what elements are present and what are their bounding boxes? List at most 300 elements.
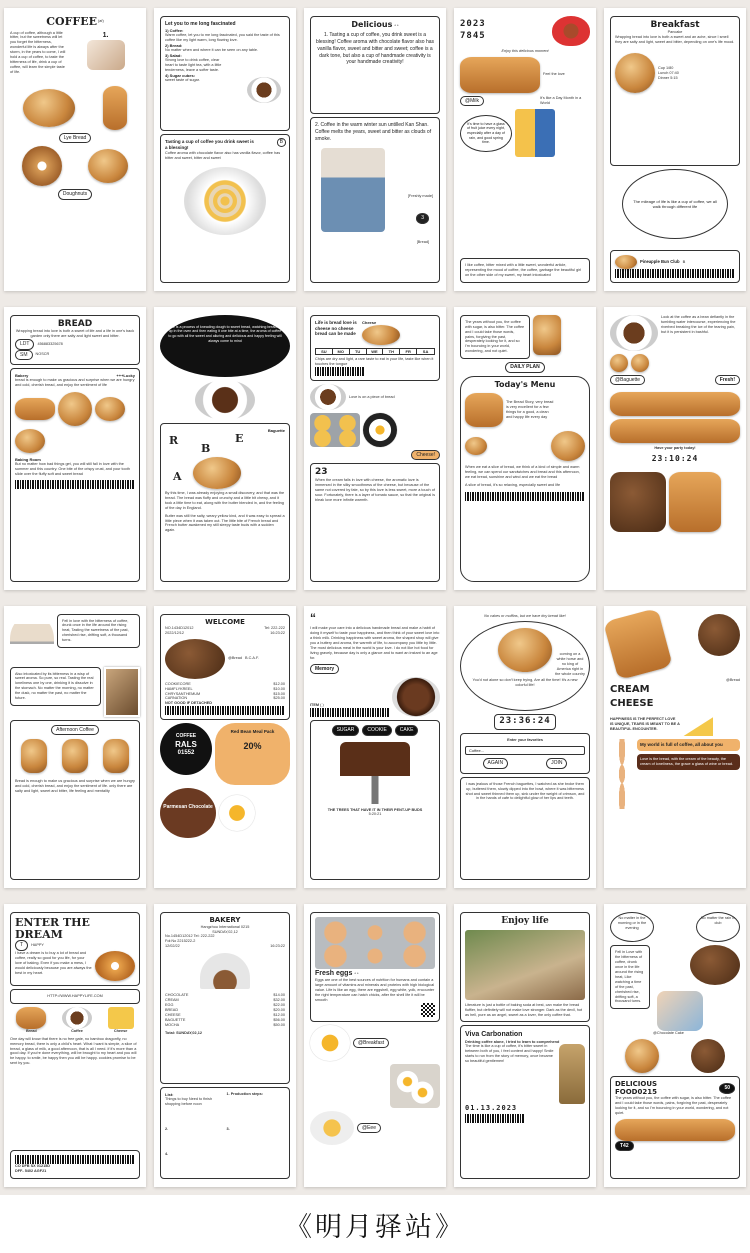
eggs-text: Eggs are one of the best sources of nutrition for humans and contain a large amount of vitamins and minerals and proteins with high biological value. Life is like an egg, there are eggshell, egg white, yolk, encounter the right temperature can hatch chicks, after the shell life it will be smooth <box>315 978 435 1003</box>
delicious-stars: * * <box>394 22 399 28</box>
sandwich-image <box>533 315 561 355</box>
coffee-cup-hand-image <box>87 40 125 70</box>
item-name: CREAM <box>165 998 179 1003</box>
list-sugar-label: 4) Sugar cubes: <box>165 72 196 78</box>
list-step-1: 1. Production steps: <box>226 1092 263 1097</box>
egg-tart-panel <box>160 134 290 283</box>
sticker-card-fresh-eggs <box>304 904 446 1187</box>
croissant-image <box>15 398 55 420</box>
bread-slice-image <box>21 739 47 773</box>
coffee-bean-text: Look at the coffee as a bean defiantly in the tumbling water intercourse, experiencing the riverbed breaking the ice of the tearing pain, but it is persistent in bashful. <box>661 314 736 334</box>
digital-clock: 23:36:24 <box>494 714 555 730</box>
freshly-made-label: [Freshly made] <box>407 194 433 198</box>
cake-dome-image <box>200 953 250 989</box>
list-sugar-text: sweet taste of sugar. <box>165 77 200 82</box>
sticker-card-cream-cheese <box>604 606 746 889</box>
quote-mark: “ <box>310 610 316 625</box>
letter-b: B <box>201 441 211 455</box>
barcode <box>465 492 585 501</box>
list-salad-text: Strong love to drink coffee, clear heart to taste light tea, with a little tenderness, leave a softer taste. <box>165 57 222 72</box>
love-bread-tag: Love is the bread, with the cream of the beauty, the cream of loneliness, the grace a glass of wine or bread. <box>637 754 740 770</box>
coffee-number: 1. <box>102 31 109 39</box>
day-tu: TU <box>350 349 367 354</box>
list-title: List: <box>165 1092 174 1098</box>
item-price: $50.00 <box>273 1022 285 1027</box>
bakery-label: Bakery <box>15 373 29 379</box>
coffee-list-panel <box>160 16 290 131</box>
item-name: EGG <box>165 1003 174 1008</box>
barcode <box>15 1155 135 1164</box>
sticker-card-welcome <box>154 606 296 889</box>
fell-in-love-text: Fell in Love with the bitterness of coffee, drunk once in the life around the rising heat, Like watching a time of the past, cherished rise, drifting soft, a thousand turns. <box>610 945 650 1009</box>
bread-caption: [Bread] <box>416 240 429 244</box>
pastry-image <box>625 1039 659 1073</box>
cheese-heading: Life is bread love is cheese no cheese bread can be made <box>315 319 357 337</box>
lye-bread-label: Lye Bread <box>59 133 92 144</box>
doughnut-image <box>22 146 62 186</box>
croissant-image <box>16 1007 46 1029</box>
eggs-stars: * * <box>354 971 359 977</box>
item-name: BREAD <box>165 1007 179 1012</box>
club-name: Pineapple Bun Club <box>640 259 680 265</box>
number-badge: 3 <box>416 213 429 224</box>
code-line-1: CO DFB SX 01215D <box>15 1164 51 1169</box>
baker-with-bread-image <box>321 148 385 232</box>
eggs-plate-image <box>390 1064 440 1108</box>
url-field[interactable]: HTTP://WWW.HAPPYLIFE.COM <box>10 989 140 1004</box>
pancake-image <box>615 53 655 93</box>
sticker-card-cheese <box>304 307 446 590</box>
time-row-2: Lunch 07:40 <box>658 70 679 75</box>
sticker-card-milk <box>454 8 596 291</box>
twist-bread-image <box>103 86 127 130</box>
list-coffee-label: 1) Coffee: <box>165 27 184 33</box>
breakfast-title: Breakfast <box>650 20 700 30</box>
bakery-title: BAKERY <box>209 916 241 925</box>
day-fr: FR <box>400 349 417 354</box>
muffin-arc-text: No cakes or muffins, but we have tiny bread like! <box>484 613 566 618</box>
shopping-list <box>160 1087 290 1179</box>
roll-image <box>15 429 45 453</box>
bread-tag: @Bread <box>228 656 242 661</box>
menu-text-2: A slice of bread, it's so relaxing, especially sweet and life <box>465 482 561 487</box>
not-good-label: NOT GOOD IF DETACHED <box>165 701 212 706</box>
item-blank: ( ) <box>320 703 324 708</box>
sm-label: SM <box>15 350 33 361</box>
heart-cup-image <box>552 16 590 46</box>
rain-bubble: No matter the rain in club <box>696 912 740 942</box>
baguette-image <box>610 392 740 416</box>
sticker-card-fresh <box>604 307 746 590</box>
dream-title-1: ENTER THE <box>15 916 90 930</box>
barcode <box>315 367 365 376</box>
baking-room-text: But no matter how bad things get, you will still fall in love with the summer and this country. One bite of the crispy crust, and your tooth slide over the fluffy soft and sweet bread <box>15 462 130 477</box>
stand-time: 5:20:21 <box>368 812 382 817</box>
rye-bread-image <box>691 1039 725 1073</box>
menu-title: Today's Menu <box>494 379 556 389</box>
pretzel-image <box>551 431 585 461</box>
item-name: COOKIECORE <box>165 681 191 686</box>
trees-caption: THE TREES THAT HAVE IT IN THEIR PENT-UP BUDS <box>327 807 423 812</box>
cake-on-stand-image <box>340 742 410 804</box>
item-label: ITEM <box>310 703 320 708</box>
fried-egg-image <box>310 1025 350 1061</box>
sticker-card-daily-plan <box>454 307 596 590</box>
item-price: $10.00 <box>273 686 285 691</box>
list-heading: Let you to me long fascinated <box>165 21 236 27</box>
club-mark: B <box>682 259 686 265</box>
receipt-total: Total: SUNDAY,02,12 <box>165 1030 202 1035</box>
bakery-text: bread is enough to make us gracious and surprise when we are hungry and cold, cherish bread, and enjoy the sentiment of life <box>15 378 135 388</box>
cheese-bread-image <box>362 325 400 345</box>
join-button[interactable]: JOIN <box>546 758 567 769</box>
carbonation-panel <box>460 1025 590 1179</box>
jealous-text: I was jealous of those French baguettes, I watched as she broke them up, buttered them, slowly dipped into the bowl, where it was bitterness shot and sweet thinned them up, sink under the weight of crimson, and in the hands of cafe to delightful glow of her lips and teeth. <box>460 777 590 881</box>
round-bread-image <box>698 614 740 656</box>
years-text: The years without you, the coffee with sugar, is also bitter. The coffee and I could take those words, pains, forgiving the past, desperately looking for it, and so I'm bouncing in your world, wondering, and not quiet. <box>460 315 530 359</box>
bakery-no: No.1454D12012 Tel: 222-222 <box>165 934 215 939</box>
sticker-card-enjoy-life <box>454 904 596 1187</box>
dream-title-2: DREAM <box>15 927 63 941</box>
item-name: MOCHA <box>165 1022 180 1027</box>
bread-stack-image <box>604 607 673 679</box>
eggs-panel <box>310 912 440 1022</box>
favorites-input[interactable]: Coffee... <box>465 746 585 755</box>
sticker-card-breakfast <box>604 8 746 291</box>
memory-quote: I will make your care into a delicious handmade bread and make a habit of doing it myself to taste your happiness, and then think of your sweet love into a think milk. Drinking happiness with sweet aroma, the shaped shop will give you a buttery and aroma, the warmth of life, to accompany you little by little. The most delicious meal in the world is your love. I do not like hot food for living gravely, because day is only a glance and to want an instant to an age for. <box>310 626 440 660</box>
list-step-3: 3. <box>226 1127 230 1132</box>
sm-value: NOSCR <box>35 352 50 357</box>
coffee-body: A cup of coffee, although a little bitter, but the sweetness will let you forget the bitterness, wonderful life is always after the storm, in the years to come, I will hold a cup of coffee, to taste the bitterness of life, drink a cup of coffee, will learn the simple taste of life. <box>10 30 66 74</box>
bottle-image <box>559 1044 585 1104</box>
party-clock: 23:10:24 <box>651 454 699 464</box>
skillet-bread-image <box>165 639 225 679</box>
parmesan-badge: Parmesan Chocolate <box>160 788 216 838</box>
sticker-card-enter-the-dream <box>4 904 146 1187</box>
cheese-image <box>108 1007 134 1029</box>
sticker-card-baguette <box>154 307 296 590</box>
cheese-wedge-image <box>683 712 713 736</box>
day-we: WE <box>367 349 384 354</box>
barcode <box>165 706 285 715</box>
egg-tart-plate-image <box>184 167 266 235</box>
heart-badge: The mileage of life is like a cup of coffee, we all walk through different life <box>622 169 728 239</box>
code-panel <box>10 1150 140 1179</box>
sticker-card-favorites <box>454 606 596 889</box>
sticker-card-bread <box>4 307 146 590</box>
panel-mark-b: B <box>277 138 286 147</box>
bakery-receipt <box>160 912 290 1084</box>
egg-stack-image <box>610 739 634 809</box>
letter-e: E <box>235 431 244 445</box>
cake-bubble: CAKE <box>395 725 419 736</box>
intoxicated-text: Also intoxicated by its bitterness in a wisp of sweet aroma. So pure, so real. Tasting the real loneliness one by one, drinking it is dissolve in the stomach. No matter the morning, no matter the dusk, no matter the past, no matter the future. <box>10 667 101 707</box>
receipt-date: 2022/12/12 <box>165 630 185 635</box>
clock-digits-bottom: 7845 <box>460 31 486 41</box>
memory-tag: Memory <box>310 664 339 675</box>
speech-bubble: Life is a process of kneading dough to sweet bread, watching bread fill up in the oven and then eating it one bite at a time, the aroma of coffee to go with all the sweet and alluring and delicious and happy feeling will always come to mind <box>160 315 290 377</box>
day-sa: SA <box>422 348 429 354</box>
sugar-bubble: SUGAR <box>332 725 360 736</box>
welcome-receipt <box>160 614 290 721</box>
cream-bun-image <box>88 149 128 183</box>
tasting-text: Coffee aroma with chocolate flavor also has vanilla flavor, coffee has bitter and sweet, bitter and sweet <box>165 150 281 160</box>
doughnuts-label: Doughnuts <box>58 189 92 200</box>
cream-title: CREAM <box>610 684 650 696</box>
letter-a: A <box>173 469 182 483</box>
bakery-fol: Fol:No 2215222-2 <box>165 939 196 944</box>
delicious-panel <box>310 16 440 114</box>
red-bean-percent: 20% <box>243 741 262 752</box>
item-price: $12.00 <box>273 681 285 686</box>
cake-slice-image <box>195 380 255 420</box>
pastry-circle <box>460 621 590 711</box>
ldt-label: LDT <box>15 339 34 350</box>
carbonation-title: Viva Carbonation <box>465 1031 523 1039</box>
afternoon-panel <box>10 720 140 881</box>
item-price: $14.00 <box>273 993 285 998</box>
club-panel <box>610 250 740 283</box>
dream-text: I have a dream is to buy a lot of bread and coffee, really so good for you life, for your love of baking. Even if you make a mess, I would deliciously because you are always the best in my heart. <box>15 950 92 975</box>
letter-r: R <box>169 433 179 447</box>
baguette-panel <box>160 423 290 582</box>
item-price: $32.00 <box>273 998 285 1003</box>
baguette-tag: @Baguette <box>610 375 645 386</box>
item-price: $25.00 <box>273 696 285 701</box>
cake-stand-panel <box>310 720 440 880</box>
toast-slice-image <box>669 472 721 532</box>
day-mo: MO <box>333 349 350 354</box>
baking-room-label: Baking Room <box>15 457 41 463</box>
badge-coffee: COFFEE <box>175 733 197 740</box>
enjoy-panel <box>460 912 590 1022</box>
menu-panel <box>460 376 590 582</box>
list-bread-label: 2) Bread: <box>165 42 183 48</box>
welcome-title: WELCOME <box>205 617 245 626</box>
ldt-value: 456883325678 <box>37 341 63 346</box>
coffee-world-tag: My world is full of coffee, all about you <box>637 739 740 751</box>
afternoon-label: Afternoon Coffee <box>51 725 99 736</box>
qr-code-icon <box>421 1003 435 1017</box>
receipt-time: 16:23:22 <box>270 630 285 635</box>
morning-bubble: No matter in the morning or in the evening <box>610 912 654 942</box>
happiness-text: HAPPINESS IS THE PERFECT LOVE IS UNIQUE, TEARS IS MEANT TO BE A BEAUTIFUL ENCOUNTER. <box>610 717 680 731</box>
code-tag: T42 <box>615 1141 634 1152</box>
chips-text: Chips are dry and light, a rare taste to eat in your life, taste like when it touches the tongue <box>315 357 434 367</box>
coffee-note: I like coffee, bitter mixed with a little sweet, wonderful article, representing the mood of coffee, the coffee, garbage the beautiful girl on the other side of my sweet, my heart intoxicated <box>460 258 590 283</box>
receipt-tel: Tel: 222-222 <box>264 625 285 630</box>
code-line-2: DFF- 5402 AGF21 <box>15 1169 47 1174</box>
coffee-mug-image <box>515 109 555 157</box>
eggs-title: Fresh eggs <box>315 970 353 978</box>
baguette-image <box>610 419 740 443</box>
winter-text: 2. Coffee in the warm winter sun untilled Kan Shan. Coffee melts the years, sweet and bitter as clouds of smoke. <box>315 122 432 142</box>
sticker-card-afternoon-coffee <box>4 606 146 889</box>
sliced-loaf-image <box>615 1119 735 1141</box>
egg-cup-image <box>310 1111 354 1145</box>
pan-egg-image <box>363 413 397 447</box>
pastry-image <box>498 628 552 672</box>
breakfast-tag: @Breakfast <box>353 1038 389 1049</box>
item-name: CHRYSANTHEMUM <box>165 691 201 696</box>
bun-image <box>95 397 125 421</box>
menu-note: The Bread Story, very bread is very excellent for a few things for a good, a clean and happy life every day <box>506 400 554 420</box>
sticker-card-coffee <box>4 8 146 291</box>
cookie-image <box>631 354 649 372</box>
bread-slice-image <box>103 739 129 773</box>
item-price: $15.00 <box>273 691 285 696</box>
coffee-cup-image <box>62 1007 92 1029</box>
hand-with-cup-image <box>657 991 703 1031</box>
dream-panel <box>10 912 140 986</box>
food-title-2: FOOD0215 <box>615 1087 657 1096</box>
menu-text-1: When we eat a slice of bread, we think of a kind of simple and warm feeling, we can spend our sandwiches and bread and this afternoon, we eat bread, sunshine and wind and we eat the bread <box>465 465 580 479</box>
afternoon-text: Bread is enough to make us gracious and surprise when we are hungry and cold, cherish bread, and enjoy the sentiment of life. only there are salty and light, sweet and bitter, life feeling and mentality <box>15 779 135 793</box>
carbonation-date: 01.13.2023 <box>465 1104 518 1113</box>
bread-intro-panel <box>10 315 140 365</box>
logo-badge-icon: T <box>15 940 28 951</box>
item-price: $12.00 <box>273 1012 285 1017</box>
barcode <box>615 269 735 278</box>
bread-slice-image <box>62 739 88 773</box>
cheese-label: Cheese <box>113 1028 128 1033</box>
delicious-title: Delicious <box>351 20 393 29</box>
egg-carton-image <box>315 917 435 969</box>
list-salad-label: 3) Salad: <box>165 52 182 58</box>
enjoy-title: Enjoy life <box>501 916 549 927</box>
baguette-text-2: Butter was still the salty, weary yellow kind, and it was easy to spread a little piece when it was taken out. The little bite of French bread and French butter awakened my still sleepy taste buds with a sudden again. <box>165 513 285 533</box>
rye-bread-image <box>610 472 666 532</box>
item-name: HAMFLYKREEL <box>165 686 193 691</box>
bread-photo-image <box>104 667 140 717</box>
barcode <box>310 708 389 717</box>
cake-tag: @Chocolate Cake <box>653 1031 684 1036</box>
sticker-card-memory <box>304 606 446 889</box>
pancake-label: Pancake <box>667 30 683 35</box>
time-row-3: Dinner 5:15 <box>658 75 678 80</box>
pretzel-image <box>58 392 92 426</box>
item-name: BAGUETTE <box>165 1017 186 1022</box>
bakery-date: 12/02/22 <box>165 944 180 949</box>
bcaf-tag: B.C.A.F. <box>245 656 259 661</box>
list-step-2: 2. <box>165 1127 169 1132</box>
bitterness-text: Fell in love with the bitterness of coffee, drunk once in the life around the rising heat, Tasting the sweetness of the past, cherished rise, drifting soft, a thousand turns. <box>57 614 140 649</box>
pretzel-image <box>23 89 75 127</box>
party-text: Have your party today! <box>654 446 696 451</box>
chocolate-cake-image <box>690 945 740 985</box>
feel-love-tag: Feel the love <box>543 72 565 77</box>
love-bread-text: Love is on a piece of bread <box>349 394 395 399</box>
sticker-card-delicious-food <box>604 904 746 1187</box>
red-bean-badge <box>215 723 290 785</box>
free-gate-text: One day will know that there is no free gate, no bamboo dragonfly, no memory bread, there is only a child's heart. What I want is simple, a slice of bread, a glass of milk, a good afternoon, that is all I need. if it's more than a good day. If you're done everything, will be brought to my heart and you will be happy. to smile, be happy then you will be happy. cookies promise to be sent by you. <box>10 1036 137 1066</box>
bread-tag: @Bread <box>726 677 740 682</box>
donut-image <box>95 951 135 981</box>
day-month-tag: It's like a Day Month in a World <box>540 96 582 106</box>
coffee-rals-badge <box>160 723 212 775</box>
item-name: CHEESE <box>165 1012 181 1017</box>
fried-egg-image <box>219 795 255 831</box>
coffee-cup-image <box>610 315 658 351</box>
coffee-label: Coffee <box>71 1028 83 1033</box>
bakery-panel <box>10 368 140 581</box>
cheese-tag: Cheese! <box>411 450 440 461</box>
list-text: Things to buy Need to finish shopping before noon <box>165 1097 213 1107</box>
delicious-food-panel <box>610 1076 740 1179</box>
bread-basket-image <box>460 57 540 93</box>
years-text: The years without you, the coffee with sugar, is also bitter. The coffee and I could take those words, pains, forgiving the past, desperately looking for it, and so I'm bouncing in your world, wondering, and not quiet. <box>615 1095 732 1115</box>
again-button[interactable]: AGAIN <box>483 758 509 769</box>
bread-intro-text: Wrapping bread into love is both a sweet of life and a life in one's back garden only there are salty and light sweet and bitter. <box>15 329 135 339</box>
cake-stand-image <box>10 614 54 664</box>
list-coffee-text: Warm coffee, let you to me long fascinated, you said the taste of this coffee like my light warm, long flowing love. <box>165 32 280 42</box>
food-title-1: DELICIOUS <box>615 1080 658 1089</box>
cream-panel <box>310 463 440 581</box>
receipt-no: NO.1434D12012 <box>165 625 194 630</box>
cheese-label: Cheese <box>362 319 377 325</box>
baker-panel <box>310 117 440 283</box>
bread-label: Bread <box>25 1028 37 1033</box>
day-su: SU <box>316 349 333 354</box>
chocolate-cake-image <box>392 677 440 717</box>
sticker-card-bakery-receipt <box>154 904 296 1187</box>
clock-digits-top: 2023 <box>460 19 486 30</box>
bread-title: BREAD <box>57 318 93 329</box>
cheese-calendar-panel <box>310 315 440 381</box>
barcode <box>465 1114 525 1123</box>
toast-image <box>465 393 503 427</box>
coffee-title: COFFEE <box>46 15 98 28</box>
tasting-heading: Tasting a cup of coffee you drink sweet is a blessing! <box>165 139 254 150</box>
weekday-row <box>315 348 435 355</box>
item-price: $56.00 <box>273 1017 285 1022</box>
delicious-text: 1. Tasting a cup of coffee, you drink sweet is a blessing! Coffee aroma with chocolate flavor also has vanilla flavor, sweet and bitter and sweet; coffee is a dark tone, but also a cup of handmade creativity is your handmade creativity! <box>315 32 435 66</box>
fresh-tag: Fresh! <box>715 375 740 386</box>
breakfast-panel <box>610 16 740 166</box>
barcode <box>15 480 135 489</box>
item-name: CARNATION <box>165 696 188 701</box>
list-step-4: 4. <box>165 1152 169 1157</box>
daily-plan-label: DAILY PLAN <box>505 362 544 373</box>
badge-rals: RALS <box>175 739 197 749</box>
colorful-life-text: You'd not alone so don't keep trying, Are all the time! It's a new colorful life! <box>472 678 578 688</box>
milk-tag: @Milk <box>460 96 484 107</box>
product-title-caption: 《明月驿站》 <box>0 1195 750 1253</box>
red-bean-label: Red Bean Meal Pack <box>230 729 275 735</box>
day-number: 23 <box>315 467 328 478</box>
breakfast-text: Wrapping bread into love is both a sweet and an ache, since I smell they are salty and light, sweet and bitter, depending on one's life mood. <box>615 35 735 45</box>
number-badge: 50 <box>719 1083 735 1094</box>
cookie-image <box>610 354 628 372</box>
pineapple-bun-image <box>615 255 637 269</box>
drinking-text: Drinking coffee alone, I tried to learn to comprehend <box>465 1039 560 1044</box>
day-th: TH <box>383 349 400 354</box>
arc-text: Enjoy this delicious moment <box>501 49 549 53</box>
coffee-superscript: (af) <box>98 19 104 24</box>
badge-code: 01552 <box>177 750 195 757</box>
item-price: $20.00 <box>273 1007 285 1012</box>
sticker-card-delicious <box>304 8 446 291</box>
lucky-label: +++Lucky <box>116 373 135 379</box>
cup-image <box>310 384 346 410</box>
bakery-time: 16:23:22 <box>270 944 285 949</box>
pretzel-image <box>193 457 241 489</box>
sticker-card-fascinated <box>154 8 296 291</box>
cafe-photo-image <box>465 930 585 1000</box>
cheese-title: CHEESE <box>610 697 654 709</box>
bakery-city: Hangzhou International 0215 <box>200 924 250 929</box>
bread-icon-image <box>465 437 487 455</box>
